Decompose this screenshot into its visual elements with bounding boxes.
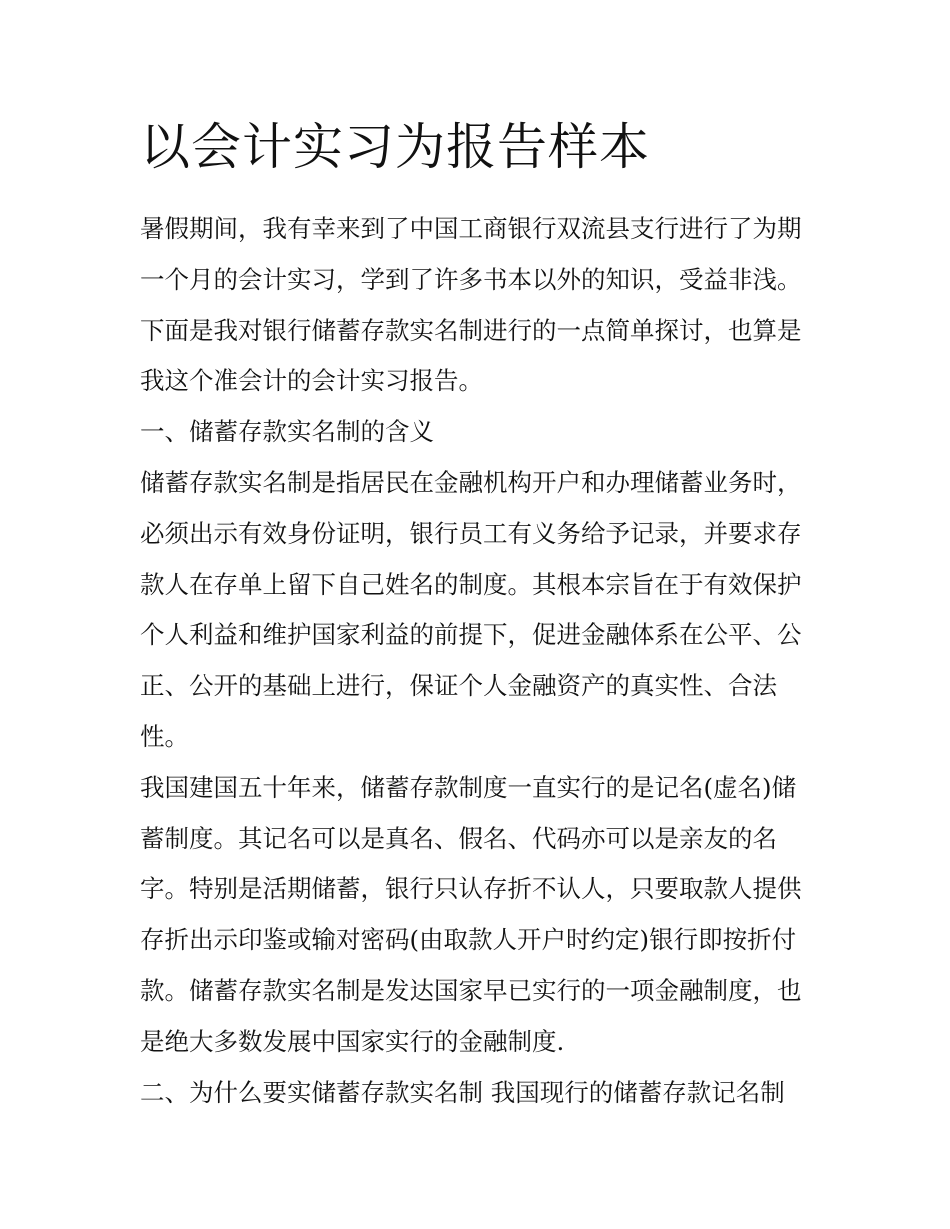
body-line: 蓄制度。其记名可以是真名、假名、代码亦可以是亲友的名	[140, 823, 777, 853]
body-line: 字。特别是活期储蓄，银行只认存折不认人，只要取款人提供	[140, 874, 802, 904]
body-line: 下面是我对银行储蓄存款实名制进行的一点简单探讨，也算是	[140, 315, 802, 345]
body-line: 必须出示有效身份证明，银行员工有义务给予记录，并要求存	[140, 518, 802, 548]
body-line: 暑假期间，我有幸来到了中国工商银行双流县支行进行了为期	[140, 214, 802, 243]
body-line: 款。储蓄存款实名制是发达国家早已实行的一项金融制度，也	[140, 975, 802, 1005]
document-page	[140, 112, 816, 1118]
section-heading-1: 一、储蓄存款实名制的含义	[140, 417, 434, 447]
body-line: 储蓄存款实名制是指居民在金融机构开户和办理储蓄业务时，	[140, 467, 802, 497]
body-line: 正、公开的基础上进行，保证个人金融资产的真实性、合法	[140, 671, 777, 701]
body-line: 我这个准会计的会计实习报告。	[140, 366, 483, 396]
body-line: 是绝大多数发展中国家实行的金融制度.	[140, 1026, 565, 1056]
body-line: 款人在存单上留下自己姓名的制度。其根本宗旨在于有效保护	[140, 569, 802, 599]
body-line: 性。	[140, 721, 189, 751]
body-line: 我国建国五十年来，储蓄存款制度一直实行的是记名(虚名)储	[140, 772, 797, 802]
body-line: 一个月的会计实习，学到了许多书本以外的知识，受益非浅。	[140, 264, 802, 294]
body-line: 存折出示印鉴或输对密码(由取款人开户时约定)银行即按折付	[140, 925, 797, 955]
document-body	[140, 204, 816, 1118]
body-line: 个人利益和维护国家利益的前提下，促进金融体系在公平、公	[140, 620, 802, 650]
document-title: 以会计实习为报告样本	[140, 118, 650, 176]
section-heading-2: 二、为什么要实储蓄存款实名制 我国现行的储蓄存款记名制	[140, 1077, 785, 1107]
